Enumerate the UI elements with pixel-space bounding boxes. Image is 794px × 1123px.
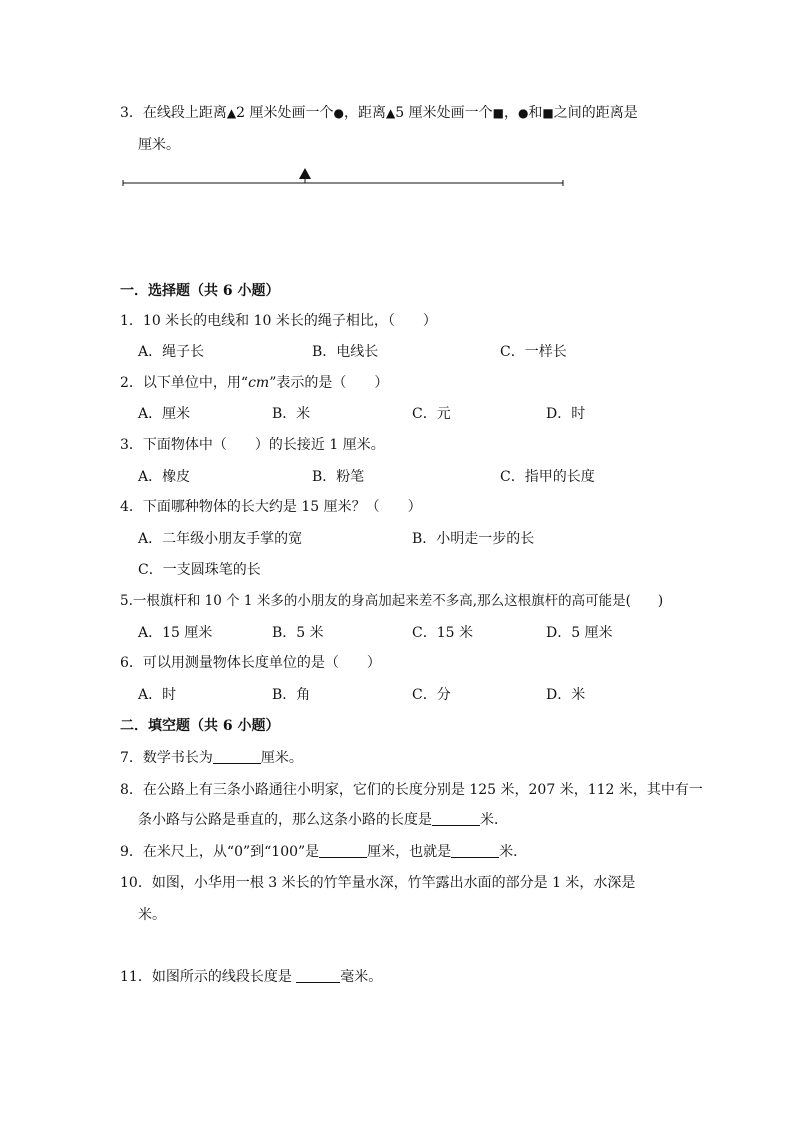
q8-line1: 8．在公路上有三条小路通往小明家，它们的长度分别是 125 米，207 米，112 米，其中有一 [120,782,703,798]
q9-answer-blank-2[interactable] [451,843,499,858]
q4-option-b: B．小明走一步的长 [412,531,535,547]
q2-option-c: C．元 [412,406,451,422]
q1-stem: 1．10 米长的电线和 10 米长的绳子相比，（ ） [120,313,437,329]
q3-line1: 3．在线段上距离▲2 厘米处画一个●，距离▲5 厘米处画一个■，●和■之间的距离是 [120,105,638,121]
square-icon: ■ [542,106,554,120]
circle-icon: ● [517,106,529,120]
q7-answer-blank[interactable] [213,749,261,764]
q2-option-d: D．时 [546,406,586,422]
q9-answer-blank-1[interactable] [319,843,367,858]
triangle-marker-icon [299,168,311,179]
q2-option-a: A．厘米 [138,406,191,422]
q6-option-a: A．时 [138,687,177,703]
section1-heading: 一．选择题（共 6 小题） [120,283,280,299]
q8-line2: 条小路与公路是垂直的，那么这条小路的长度是 米． [138,812,508,828]
q8-answer-blank[interactable] [432,811,480,826]
q6-option-c: C．分 [412,687,451,703]
q1-option-b: B．电线长 [312,344,379,360]
q3-option-c: C．指甲的长度 [500,469,595,485]
unit-cm: cm [248,375,270,391]
q1-option-c: C．一样长 [500,344,567,360]
q3-option-b: B．粉笔 [312,469,365,485]
section2-heading: 二．填空题（共 6 小题） [120,718,280,734]
q5-option-b: B．5 米 [272,625,324,641]
line-segment-diagram [0,0,794,200]
q5-option-a: A．15 厘米 [138,625,213,641]
q10-line2: 米。 [138,907,166,923]
q3-option-a: A．橡皮 [138,469,191,485]
q5-option-d: D．5 厘米 [546,625,613,641]
q5-stem: 5.一根旗杆和 10 个 1 米多的小朋友的身高加起来差不多高,那么这根旗杆的高可能是( ) [120,593,664,609]
q10-line1: 10．如图，小华用一根 3 米长的竹竿量水深，竹竿露出水面的部分是 1 米，水深是 [120,875,636,891]
q6-option-d: D．米 [546,687,586,703]
triangle-icon: ▲ [226,106,237,120]
q6-stem: 6．可以用测量物体长度单位的是（ ） [120,655,381,671]
q2-option-b: B．米 [272,406,311,422]
q6-option-b: B．角 [272,687,311,703]
q4-option-c: C．一支圆珠笔的长 [138,562,261,578]
square-icon: ■ [492,106,504,120]
q7: 7．数学书长为 厘米。 [120,750,303,766]
circle-icon: ● [333,106,344,120]
q9: 9．在米尺上，从“0”到“100”是 厘米，也就是 米． [120,844,528,860]
q11: 11．如图所示的线段长度是 毫米。 [120,969,383,985]
q4-option-a: A．二年级小朋友手掌的宽 [138,531,303,547]
q2-stem: 2．以下单位中，用“cm”表示的是（ ） [120,375,389,391]
q3-stem: 3．下面物体中（ ）的长接近 1 厘米。 [120,437,385,453]
q11-answer-blank[interactable] [296,968,340,983]
q3-line2: 厘米。 [138,137,180,153]
q1-option-a: A．绳子长 [138,344,205,360]
q5-option-c: C．15 米 [412,625,473,641]
q4-stem: 4．下面哪种物体的长大约是 15 厘米？（ ） [120,499,422,515]
triangle-icon: ▲ [386,106,396,120]
